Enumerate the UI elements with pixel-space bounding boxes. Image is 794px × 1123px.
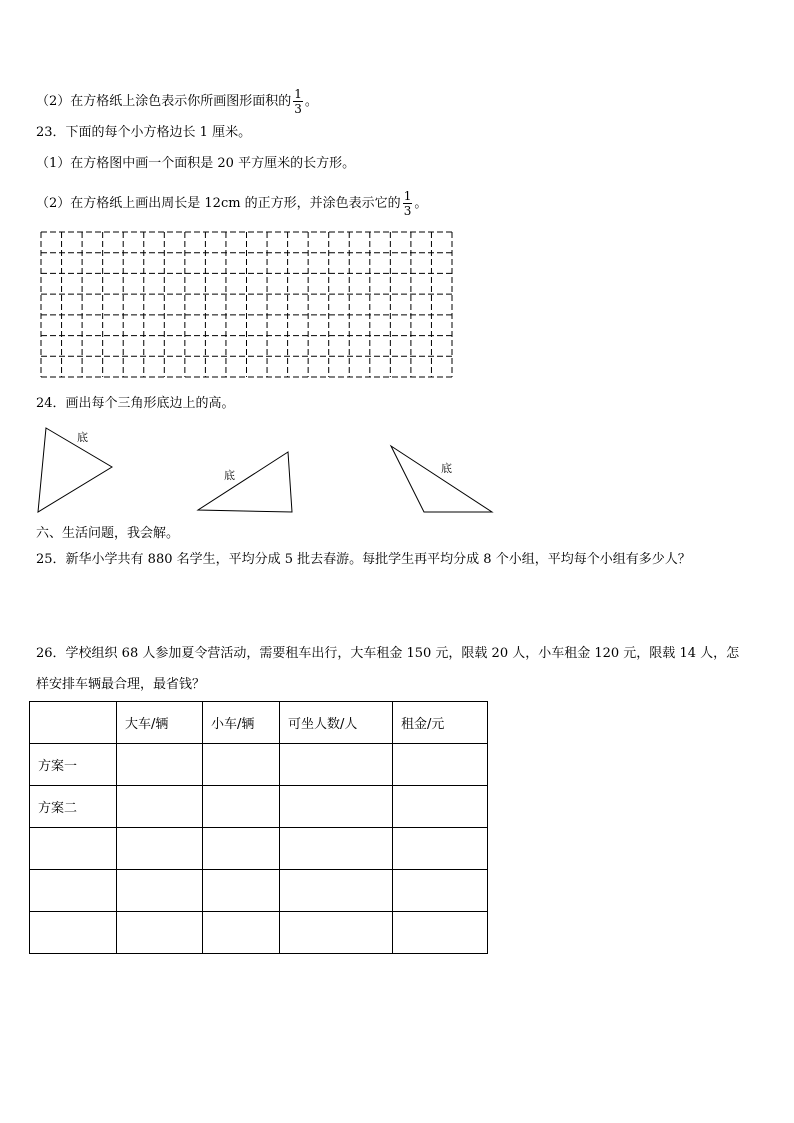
q24-heading: 24．画出每个三角形底边上的高。 bbox=[36, 396, 235, 411]
q26-line2: 样安排车辆最合理，最省钱？ bbox=[36, 677, 206, 692]
section-6-heading: 六、生活问题，我会解。 bbox=[36, 526, 180, 541]
q23-fraction: $\frac{1}{3}$ bbox=[403, 189, 412, 218]
table-header-row bbox=[30, 702, 488, 744]
table-header-cell: 大车/辆 bbox=[117, 702, 203, 744]
answer-cell[interactable] bbox=[117, 744, 203, 786]
q23-part1: （1）在方格图中画一个面积是 20 平方厘米的长方形。 bbox=[36, 156, 356, 171]
answer-cell[interactable] bbox=[203, 786, 280, 828]
triangle-2-shape[interactable] bbox=[198, 452, 292, 512]
answer-cell[interactable] bbox=[280, 786, 393, 828]
answer-cell[interactable] bbox=[280, 744, 393, 786]
answer-cell[interactable] bbox=[393, 744, 488, 786]
triangle-3-base-label: 底 bbox=[441, 462, 452, 475]
row-label[interactable] bbox=[30, 912, 117, 954]
answer-cell[interactable] bbox=[203, 870, 280, 912]
answer-cell[interactable] bbox=[393, 828, 488, 870]
table-header-cell bbox=[30, 702, 117, 744]
table-header-cell: 租金/元 bbox=[393, 702, 488, 744]
row-label[interactable] bbox=[30, 828, 117, 870]
q26-line1: 26．学校组织 68 人参加夏令营活动，需要租车出行，大车租金 150 元，限载 20 人，小车租金 120 元，限载 14 人，怎 bbox=[36, 646, 740, 661]
row-label[interactable] bbox=[30, 870, 117, 912]
q25-text: 25．新华小学共有 880 名学生，平均分成 5 批去春游。每批学生再平均分成 8 个小组，平均每个小组有多少人？ bbox=[36, 552, 691, 567]
triangle-3-shape[interactable] bbox=[391, 446, 492, 512]
table-row bbox=[30, 786, 488, 828]
answer-cell[interactable] bbox=[117, 912, 203, 954]
triangle-2-base-label: 底 bbox=[224, 469, 235, 482]
table-row bbox=[30, 828, 488, 870]
answer-cell[interactable] bbox=[117, 870, 203, 912]
answer-cell[interactable] bbox=[393, 786, 488, 828]
q23-heading: 23．下面的每个小方格边长 1 厘米。 bbox=[36, 125, 252, 140]
q23-part2: （2）在方格纸上画出周长是 12cm 的正方形，并涂色表示它的 $\frac{1}{3}$ 。 bbox=[36, 189, 428, 218]
triangle-1-base-label: 底 bbox=[77, 431, 88, 444]
table-row bbox=[30, 744, 488, 786]
answer-cell[interactable] bbox=[393, 912, 488, 954]
row-label: 方案一 bbox=[30, 744, 117, 786]
table-header-cell: 可坐人数/人 bbox=[280, 702, 393, 744]
answer-cell[interactable] bbox=[280, 828, 393, 870]
table-row bbox=[30, 870, 488, 912]
q23-part2-text: （2）在方格纸上画出周长是 12cm 的正方形，并涂色表示它的 bbox=[36, 196, 401, 211]
answer-cell[interactable] bbox=[117, 786, 203, 828]
q22-part2: （2）在方格纸上涂色表示你所画图形面积的 $\frac{1}{3}$ 。 bbox=[36, 87, 318, 116]
table-row bbox=[30, 912, 488, 954]
answer-cell[interactable] bbox=[393, 870, 488, 912]
answer-cell[interactable] bbox=[203, 828, 280, 870]
answer-cell[interactable] bbox=[117, 828, 203, 870]
answer-cell[interactable] bbox=[203, 744, 280, 786]
answer-cell[interactable] bbox=[280, 912, 393, 954]
row-label: 方案二 bbox=[30, 786, 117, 828]
answer-cell[interactable] bbox=[280, 870, 393, 912]
triangle-1-shape[interactable] bbox=[38, 428, 112, 512]
answer-cell[interactable] bbox=[203, 912, 280, 954]
q22-fraction: $\frac{1}{3}$ bbox=[294, 87, 302, 116]
q22-part2-text: （2）在方格纸上涂色表示你所画图形面积的 bbox=[36, 94, 292, 109]
table-header-cell: 小车/辆 bbox=[203, 702, 280, 744]
q26-plan-table bbox=[29, 701, 488, 954]
